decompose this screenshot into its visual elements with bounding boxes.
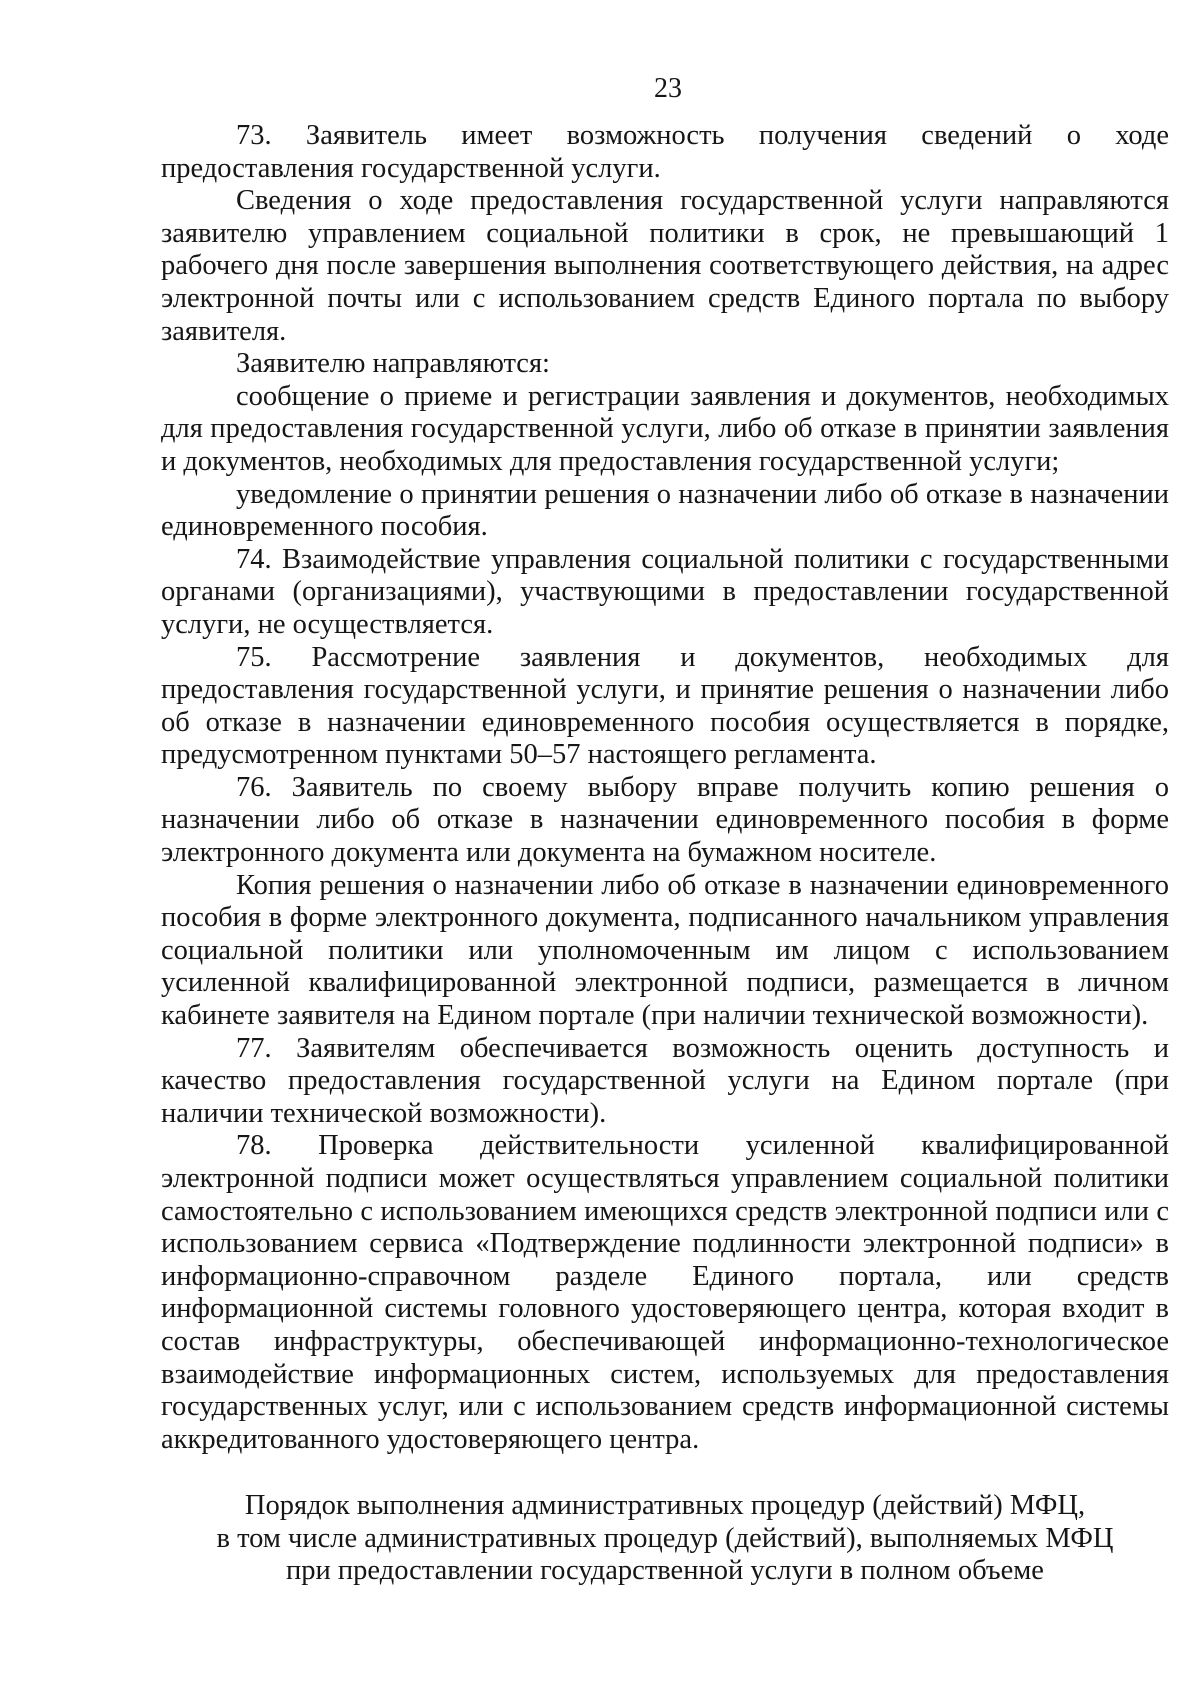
paragraph-73-info: Сведения о ходе предоставления государственной услуги направляются заявителю управлением социальной политики в срок, не превышающий 1 рабочего дня после завершения выполнения соответствующего действия, на адрес электронной почты или с использованием средств Единого портала по выбору заявителя. bbox=[161, 185, 1169, 347]
paragraph-78: 78. Проверка действительности усиленной квалифицированной электронной подписи может осуществляться управлением социальной политики самостоятельно с использованием имеющихся средств электронной подписи или с использованием сервиса «Подтверждение подлинности электронной подписи» в информационно-справочном разделе Единого портала, или средств информационной системы головного удостоверяющего центра, которая входит в состав инфраструктуры, обеспечивающей информационно-технологическое взаимодействие информационных систем, используемых для предоставления государственных услуг, или с использованием средств информационной системы аккредитованного удостоверяющего центра. bbox=[161, 1130, 1169, 1455]
paragraph-77: 77. Заявителям обеспечивается возможность оценить доступность и качество предоставления государственной услуги на Едином портале (при наличии технической возможности). bbox=[161, 1032, 1169, 1129]
section-heading bbox=[161, 1490, 1169, 1588]
section-heading-line-1: Порядок выполнения административных процедур (действий) МФЦ, bbox=[244, 1490, 1086, 1521]
paragraph-76: 76. Заявитель по своему выбору вправе получить копию решения о назначении либо об отказе в назначении единовременного пособия в форме электронного документа или документа на бумажном носителе. bbox=[161, 771, 1169, 869]
paragraph-decision-notice: уведомление о принятии решения о назначении либо об отказе в назначении единовременного пособия. bbox=[161, 478, 1169, 543]
section-heading-line-2: в том числе административных процедур (действий), выполняемых МФЦ bbox=[216, 1522, 1114, 1554]
paragraph-74: 74. Взаимодействие управления социальной политики с государственными органами (организациями), участвующими в предоставлении государственной услуги, не осуществляется. bbox=[161, 543, 1169, 640]
paragraph-registration-message: сообщение о приеме и регистрации заявления и документов, необходимых для предоставления государственной услуги, либо об отказе в принятии заявления и документов, необходимых для предоставления государственной услуги; bbox=[161, 380, 1169, 477]
paragraph-75: 75. Рассмотрение заявления и документов, необходимых для предоставления государственной услуги, и принятие решения о назначении либо об отказе в назначении единовременного пособия осуществляется в порядке, предусмотренном пунктами 50–57 настоящего регламента. bbox=[161, 641, 1169, 771]
section-heading-line-3: при предоставлении государственной услуги в полном объеме bbox=[286, 1555, 1044, 1587]
paragraph-sent-items: Заявителю направляются: bbox=[236, 348, 550, 380]
document-body bbox=[161, 120, 1169, 1456]
paragraph-73: 73. Заявитель имеет возможность получения сведений о ходе предоставления государственной услуги. bbox=[161, 120, 1169, 184]
paragraph-76-copy: Копия решения о назначении либо об отказе в назначении единовременного пособия в форме электронного документа, подписанного начальником управления социальной политики или уполномоченным им лицом с использованием усиленной квалифицированной электронной подписи, размещается в личном кабинете заявителя на Едином портале (при наличии технической возможности). bbox=[161, 869, 1169, 1032]
page-number: 23 bbox=[654, 73, 682, 104]
